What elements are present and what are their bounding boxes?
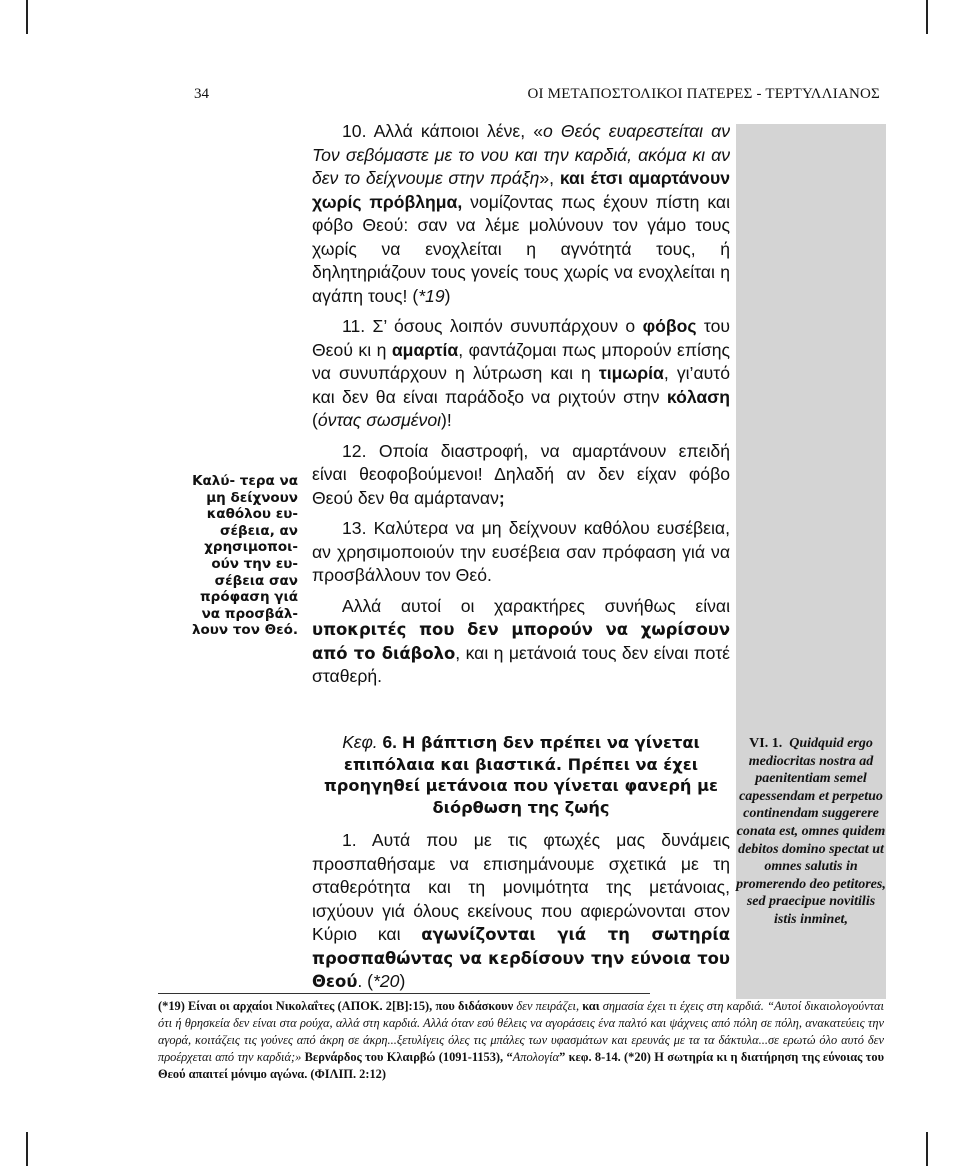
bold-run: κόλαση [666, 386, 730, 407]
bold-run: φόβος [642, 316, 697, 336]
text-run: και [579, 999, 603, 1013]
paragraph-12 [312, 440, 730, 511]
text-run: (*19) Είναι οι αρχαίοι Νικολαΐτες (ΑΠΟΚ. 2[Β]:15), που διδάσκουν [158, 999, 517, 1013]
paragraph-ch6-1 [312, 829, 730, 994]
italic-run: δεν πειράζει, [516, 999, 580, 1013]
paragraph-14 [312, 595, 730, 689]
bold-run: ; [498, 487, 505, 508]
text-run: ( [312, 410, 318, 430]
text-run: νομίζοντας πως έχουν πίστη και φόβο Θεού: σαν να λέμε μολύνουν τον γάμο τους χωρίς να ενοχλείται η αγνότητά τους, ή δηλητηριάζουν τους γονείς τους χωρίς να ενοχλείται η αγάπη τους! ( [312, 191, 730, 306]
latin-body: Quidquid ergo mediocritas nostra ad paenitentiam semel capessendam et perpetuo continendam suggerere conata est, omnes quidem debitos domino spectat ut omnes salutis in promerendo deo petitores, sed praecipue novitilis istis inminet, [736, 736, 886, 927]
paragraph-13: 13. Καλύτερα να μη δείχνουν καθόλου ευσέβεια, αν χρησιμοποιούν την ευσέβεια σαν πρόφαση γιά να προσβάλλουν τον Θεό. [312, 518, 730, 585]
main-text-upper [312, 120, 730, 689]
text-run: ) [444, 285, 451, 306]
text-run: Αυτά που με τις φτωχές μας δυνάμεις προσπαθήσαμε να επισημάνουμε σχετικά με τη σταθερότητα και τη μονιμότητα της μετάνοιας, ισχύουν γιά όλους εκείνους που αφιερώνονται στον Κύριο και [312, 830, 730, 944]
bold-run: τιμωρία [598, 363, 664, 383]
text-run: Αλλά αυτοί οι χαρακτήρες συνήθως είναι [342, 595, 730, 616]
text-run: του Θεού κι η [312, 316, 731, 360]
crop-mark [926, 0, 928, 34]
para-number: 11. [342, 316, 366, 336]
quote: ο Θεός ευαρεστείται αν Τον σεβόμαστε με το νου και την καρδιά, ακόμα κι αν δεν το δείχνουμε στην πράξη [312, 121, 730, 188]
italic-run: όντας σωσμένοι [317, 410, 442, 430]
footnote-ref: *19 [418, 285, 445, 306]
text-run: ” κεφ. 8-14. (*20) Η σωτηρία κι η διατήρηση της εύνοιας του Θεού απαιτεί μόνιμο αγώνα. (ΦΙΛΙΠ. 2:12) [158, 1050, 885, 1081]
bold-run: αμαρτία [391, 339, 459, 360]
crop-mark [926, 1132, 928, 1166]
running-title: ΟΙ ΜΕΤΑΠΟΣΤΟΛΙΚΟΙ ΠΑΤΕΡΕΣ - ΤΕΡΤΥΛΛΙΑΝΟΣ [527, 86, 880, 102]
text-run: )! [441, 410, 452, 430]
text-run: , γι’αυτό και δεν θα είναι παράδοξο να ριχτούν στην [312, 363, 730, 407]
latin-text [736, 735, 886, 929]
text-run: , και η μετάνοιά τους δεν είναι ποτέ σταθερή. [312, 642, 730, 686]
bold-run: αγωνίζονται γιά τη σωτηρία προσπαθώντας να κερδίσουν την εύνοια του Θεού [312, 925, 730, 991]
footnotes [158, 998, 884, 1083]
crop-mark [26, 0, 28, 34]
text-run: 12. Οποία διαστροφή, να αμαρτάνουν επειδή είναι θεοφοβούμενοι! Δηλαδή αν δεν είχαν φόβο Θεού δεν θα αμάρταναν [312, 440, 730, 508]
footnote-ref: *20 [373, 971, 400, 991]
italic-run: “Αυτοί δικαιολογούνται ότι ή θρησκεία δεν είναι στα ρούχα, αλλά στη καρδιά. Αλλά όταν εσύ θέλεις να αγοράσεις ένα παλτό και ψάχνεις από πόλη σε πόλη, ανακατεύεις την αγορά, κοιτάζεις τις γούνες από άκρη σε άκρη...ξετυλίγεις όλες τις μπάλες των υφασμάτων και ερευνάς με τα τα δάκτυλα...σε ερωτώ όλο αυτό δεν προέρχεται από την καρδιά;» [158, 999, 884, 1064]
text-run: . ( [357, 971, 374, 991]
footnote-rule [158, 993, 650, 994]
chapter-number: 6. [382, 732, 397, 752]
text-run: », [539, 168, 560, 188]
text-run: ) [399, 971, 406, 991]
bold-run: υποκριτές που δεν μπορούν να χωρίσουν από το διάβολο [312, 620, 730, 663]
main-text-lower [312, 829, 730, 994]
latin-text-column [736, 124, 886, 999]
para-number: 1. [342, 830, 357, 850]
chapter-heading [312, 732, 730, 818]
text-run: Αλλά κάποιοι λένε, « [366, 121, 544, 141]
paragraph-11 [312, 315, 730, 433]
text-run: , φαντάζομαι πως μπορούν επίσης να συνυπάρχουν η λύτρωση και η [312, 339, 730, 383]
bold-run: και έτσι αμαρτάνουν χωρίς πρόβλημα, [312, 168, 730, 212]
margin-note: Καλύ- τερα να μη δείχνουν καθόλου ευ- σέβεια, αν χρησιμοποι- ούν την ευ- σέβεια σαν πρόφαση γιά να προσβάλ- λουν τον Θεό. [191, 473, 298, 639]
italic-run: σημασία έχει τι έχεις στη καρδιά. [602, 999, 764, 1013]
latin-ref: VI. 1. [749, 736, 783, 751]
chapter-title: Η βάπτιση δεν πρέπει να γίνεται επιπόλαια και βιαστικά. Πρέπει να έχει προηγηθεί μετάνοια που γίνεται φανερή με διόρθωση της ζωής [324, 733, 718, 817]
para-number: 10. [342, 121, 367, 141]
crop-mark [26, 1132, 28, 1166]
text-run: Βερνάρδος του Κλαιρβώ (1091-1153), “ [301, 1050, 513, 1064]
paragraph-10 [312, 120, 730, 308]
text-run: Σ’ όσους λοιπόν συνυπάρχουν ο [365, 316, 643, 336]
chapter-label: Κεφ. [342, 732, 378, 752]
italic-run: Απολογία [512, 1050, 560, 1064]
footnote-19 [158, 998, 884, 1083]
page-number: 34 [194, 86, 209, 102]
